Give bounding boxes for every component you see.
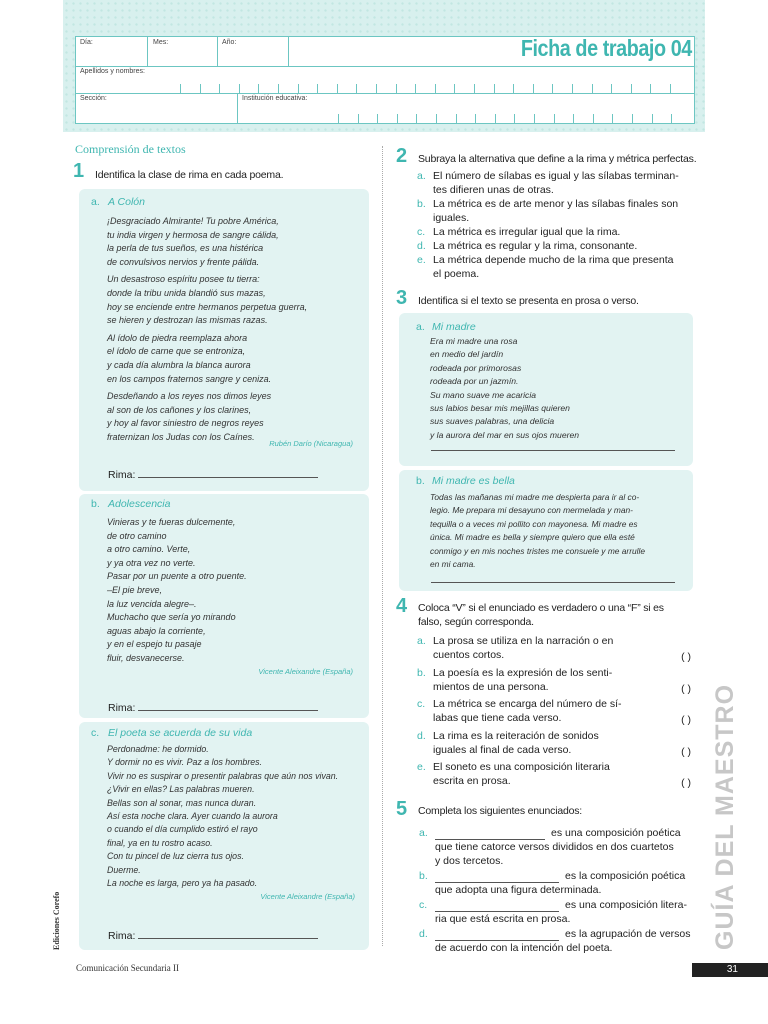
tf-line	[417, 729, 697, 743]
book-title: Comunicación Secundaria II	[76, 963, 179, 973]
poem-line: fluir, desvanecerse.	[107, 652, 185, 663]
rima-label: Rima:	[108, 702, 136, 714]
tf-answer-box[interactable]: ( )	[681, 714, 691, 726]
poem-line: Al ídolo de piedra reemplaza ahora	[107, 332, 248, 343]
letter-box-tick	[572, 84, 573, 93]
poem-line: el ídolo de carne que se entroniza,	[107, 346, 246, 357]
rima-line	[108, 465, 318, 481]
poem-panel-b	[79, 494, 369, 718]
brand-text: GUÍA DEL MAESTRO	[711, 683, 739, 950]
option-line	[417, 169, 697, 183]
poem-line: Duerme.	[107, 864, 141, 875]
text-panel-b	[399, 470, 693, 591]
publisher-mark	[50, 880, 64, 950]
poem-line: rodeada por un jazmín.	[430, 376, 519, 387]
question-number: 5	[396, 798, 408, 820]
poem-line: fraternizan los Judas con los Caínes.	[107, 431, 255, 442]
item-letter: a.	[416, 321, 425, 333]
letter-box-tick	[650, 84, 651, 93]
letter-box-tick	[514, 114, 515, 123]
fill-blank-field[interactable]	[435, 929, 559, 941]
prose-line: tequilla o a veces mi pollito con mayonesa. Mi madre es	[430, 518, 638, 529]
poem-author: Vicente Aleixandre (España)	[260, 892, 355, 901]
option-text-cont: iguales.	[433, 212, 470, 224]
question-prompt: Identifica si el texto se presenta en prosa o verso.	[418, 295, 639, 307]
poem-line: Perdonadme: he dormido.	[107, 744, 209, 754]
letter-box-tick	[631, 84, 632, 93]
item-letter: a.	[419, 827, 428, 839]
letter-box-tick	[611, 84, 612, 93]
item-letter: e.	[417, 761, 426, 773]
question-prompt: Subraya la alternativa que define a la rima y métrica perfectas.	[418, 153, 697, 165]
poem-lines	[107, 215, 307, 445]
poem-author: Rubén Darío (Nicaragua)	[269, 439, 353, 448]
option-text: El número de sílabas es igual y las sílabas terminan-	[433, 170, 679, 182]
letter-box-tick	[612, 114, 613, 123]
page-number-box	[692, 963, 768, 977]
poem-line: rodeada por primorosas	[430, 362, 522, 373]
tf-answer-box[interactable]: ( )	[681, 777, 691, 789]
publisher-text: Ediciones Corefo	[52, 891, 61, 950]
letter-box-tick	[200, 84, 201, 93]
q5-items	[419, 826, 699, 956]
poem-line: Pasar por un puente a otro puente.	[107, 571, 247, 582]
tf-line	[417, 666, 697, 680]
letter-box-tick	[670, 84, 671, 93]
option-item	[417, 239, 697, 253]
poem-line: al son de los cañones y los clarines,	[107, 404, 252, 415]
divider	[288, 37, 289, 66]
section-label: Sección:	[80, 95, 107, 102]
poem-line: Con tu pincel de luz cierra tus ojos.	[107, 851, 244, 862]
text-body	[430, 491, 645, 571]
prose-line: conmigo y en mis noches tristes me consuele y me arrulle	[430, 545, 646, 556]
item-text-cont: que tiene catorce versos divididos en dos cuartetos	[435, 841, 674, 853]
question-prompt-cont: falso, según corresponda.	[418, 616, 534, 628]
letter-box-tick	[552, 84, 553, 93]
option-text: La métrica es irregular igual que la rima.	[433, 226, 621, 238]
fill-item	[419, 826, 699, 868]
rima-line	[108, 926, 318, 942]
letter-box-tick	[377, 114, 378, 123]
letter-box-tick	[337, 84, 338, 93]
item-letter: d.	[419, 928, 428, 940]
answer-field[interactable]	[431, 581, 675, 583]
letter-box-tick	[436, 114, 437, 123]
letter-box-tick	[435, 84, 436, 93]
letter-box-tick	[671, 114, 672, 123]
item-text-cont: iguales al final de cada verso.	[433, 743, 572, 756]
poem-line: Era mi madre una rosa	[430, 336, 518, 346]
item-letter: a.	[417, 635, 426, 647]
tf-line	[417, 697, 697, 711]
item-text-cont: que adopta una figura determinada.	[435, 884, 602, 896]
letter-box-tick	[573, 114, 574, 123]
poem-line: y cada día alumbra la blanca aurora	[107, 359, 251, 370]
poem-line: sus suaves palabras, una delicia	[430, 416, 555, 427]
poem-line: Muchacho que sería yo mirando	[107, 612, 236, 623]
fill-item	[419, 927, 699, 955]
letter-box-tick	[454, 84, 455, 93]
rima-label: Rima:	[108, 930, 136, 942]
poem-line: de otro camino	[107, 530, 167, 541]
item-text-cont: cuentos cortos.	[433, 649, 505, 661]
letter-box-tick	[494, 84, 495, 93]
tf-answer-box[interactable]: ( )	[681, 651, 691, 663]
option-line	[417, 197, 697, 211]
fill-blank-field[interactable]	[435, 828, 545, 840]
worksheet-title: Ficha de trabajo 04	[520, 35, 692, 61]
tf-answer-box[interactable]: ( )	[681, 745, 691, 758]
poem-lines	[430, 335, 579, 442]
option-text-cont: el poema.	[433, 268, 480, 280]
poem-line: de convulsivos nervios y frente pálida.	[107, 256, 260, 267]
letter-box-tick	[533, 84, 534, 93]
q2-options	[417, 169, 697, 281]
poem-line: sus labios besar mis mejillas quieren	[430, 403, 570, 414]
poem-line: y ya otra vez no verte.	[107, 557, 196, 568]
item-letter: b.	[416, 475, 425, 487]
option-text: La métrica es de arte menor y las sílabas finales son	[433, 198, 679, 210]
item-text-cont: ria que está escrita en prosa.	[435, 913, 571, 925]
section-title: Comprensión de textos	[75, 142, 186, 156]
item-text-cont: y dos tercetos.	[435, 855, 504, 867]
tf-item	[417, 729, 697, 757]
letter-box-tick	[513, 84, 514, 93]
letter-box-tick	[397, 114, 398, 123]
guide-brand	[703, 683, 747, 950]
option-letter: a.	[417, 170, 426, 182]
item-letter: c.	[419, 899, 428, 911]
column-divider	[382, 146, 383, 946]
option-letter: e.	[417, 254, 426, 266]
poem-line: o cuando el día cumplido estiró el rayo	[107, 824, 258, 835]
option-letter: c.	[417, 226, 426, 238]
letter-box-tick	[298, 84, 299, 93]
poem-title: Adolescencia	[108, 498, 171, 510]
poem-line: La noche es larga, pero ya ha pasado.	[107, 878, 258, 889]
letter-box-tick	[356, 84, 357, 93]
letter-box-tick	[239, 84, 240, 93]
letter-box-tick	[396, 84, 397, 93]
poem-text	[107, 516, 247, 666]
question-number: 3	[396, 287, 408, 309]
item-text: es una composición litera-	[565, 899, 687, 911]
year-label: Año:	[222, 39, 237, 46]
option-line	[417, 225, 697, 239]
poem-line: Y dormir no es vivir. Paz a los hombres.	[107, 757, 262, 768]
poem-line: en los campos fraternos sangre y ceniza.	[107, 373, 272, 384]
question-number: 1	[73, 160, 85, 182]
page-number: 31	[726, 964, 738, 975]
letter-box-tick	[495, 114, 496, 123]
option-line	[417, 239, 697, 253]
text-body	[430, 335, 579, 442]
option-letter: b.	[417, 198, 426, 210]
item-letter: b.	[91, 498, 100, 510]
letter-box-tick	[219, 84, 220, 93]
item-text: La rima es la reiteración de sonidos	[433, 729, 599, 742]
letter-box-tick	[534, 114, 535, 123]
item-text-cont: mientos de una persona.	[433, 680, 549, 693]
item-text: es la agrupación de versos	[565, 928, 691, 940]
poem-line: la luz vencida alegre–.	[107, 598, 197, 609]
name-label: Apellidos y nombres:	[80, 68, 145, 75]
item-text: La poesía es la expresión de los senti-	[433, 666, 613, 679]
item-letter: a.	[91, 196, 100, 208]
rima-answer-field[interactable]	[138, 698, 318, 711]
item-text-cont: labas que tiene cada verso.	[433, 712, 562, 724]
letter-box-tick	[632, 114, 633, 123]
poem-text	[107, 215, 307, 445]
poem-line: la perla de tus sueños, es una histérica	[107, 243, 264, 254]
poem-panel-c	[79, 722, 369, 950]
letter-box-tick	[317, 84, 318, 93]
letter-box-tick	[258, 84, 259, 93]
poem-line: Vivir no es suspirar o presentir palabras que aún nos vivan.	[107, 770, 339, 781]
poem-line: Su mano suave me acaricia	[430, 389, 537, 400]
rima-label: Rima:	[108, 469, 136, 481]
poem-line: Vinieras y te fueras dulcemente,	[107, 517, 236, 527]
option-item	[417, 253, 697, 281]
tf-item	[417, 760, 697, 788]
poem-text	[107, 743, 338, 890]
prose-line: en mi cama.	[430, 559, 476, 570]
fill-item	[419, 869, 699, 897]
option-item	[417, 197, 697, 225]
item-letter: c.	[417, 698, 426, 710]
poem-line: Desdeñando a los reyes nos dimos leyes	[107, 391, 272, 402]
rima-line	[108, 698, 318, 714]
tf-item	[417, 634, 697, 662]
item-letter: d.	[417, 729, 426, 742]
poem-line: aguas abajo la corriente,	[107, 625, 206, 636]
poem-lines	[107, 743, 338, 890]
poem-line: donde la tribu unida blandió sus mazas,	[107, 287, 266, 298]
poem-line: y en el espejo tu pasaje	[107, 639, 202, 650]
letter-box-tick	[376, 84, 377, 93]
divider	[237, 93, 238, 123]
poem-title: A Colón	[108, 196, 145, 208]
poem-line: ¿Vivir en ellas? Las palabras mueren.	[107, 784, 255, 795]
prose-line: legio. Me prepara mi desayuno con mermelada y man-	[430, 505, 633, 516]
letter-box-tick	[358, 114, 359, 123]
poem-line: y hoy al favor siniestro de negros reyes	[107, 418, 264, 429]
divider	[217, 37, 218, 66]
fill-line	[419, 869, 699, 883]
poem-line: a otro camino. Verte,	[107, 544, 191, 555]
q4-items	[417, 634, 697, 792]
item-text: es una composición poética	[551, 827, 681, 839]
item-text: La prosa se utiliza en la narración o en	[433, 635, 614, 647]
poem-line: hoy se enciende entre hermanos perpetua guerra,	[107, 301, 308, 312]
option-item	[417, 169, 697, 197]
poem-line: Un desastroso espíritu posee tu tierra:	[107, 274, 260, 285]
fill-line	[419, 898, 699, 912]
poem-line: Así esta noche clara. Ayer cuando la aurora	[107, 811, 278, 822]
poem-line: en medio del jardín	[430, 349, 504, 360]
item-letter: c.	[91, 727, 100, 739]
poem-author: Vicente Aleixandre (España)	[258, 667, 353, 676]
tf-line	[417, 634, 697, 648]
poem-line: y la aurora del mar en sus ojos mueren	[430, 429, 580, 440]
poem-line: –El pie breve,	[107, 584, 163, 595]
prose-line: Todas las mañanas mi madre me despierta para ir al co-	[430, 492, 640, 502]
text-panel-a	[399, 313, 693, 466]
month-label: Mes:	[153, 39, 169, 46]
letter-box-tick	[475, 114, 476, 123]
item-letter: b.	[417, 666, 426, 679]
letter-box-tick	[592, 84, 593, 93]
rima-answer-field[interactable]	[138, 926, 318, 939]
question-number: 4	[396, 595, 408, 617]
letter-box-tick	[415, 84, 416, 93]
option-line	[417, 253, 697, 267]
text-title: Mi madre	[432, 321, 476, 333]
fill-blank-field[interactable]	[435, 900, 559, 912]
letter-box-tick	[593, 114, 594, 123]
poem-panel-a	[79, 189, 369, 491]
fill-item	[419, 898, 699, 926]
question-prompt: Identifica la clase de rima en cada poema.	[95, 169, 284, 181]
question-prompt: Completa los siguientes enunciados:	[418, 805, 583, 817]
item-text: El soneto es una composición literaria	[433, 761, 610, 773]
letter-box-tick	[652, 114, 653, 123]
poem-line: final, ya en tu rostro acaso.	[107, 837, 213, 848]
option-letter: d.	[417, 240, 426, 252]
divider	[147, 37, 148, 66]
option-item	[417, 225, 697, 239]
answer-field[interactable]	[431, 449, 675, 451]
item-text: La métrica se encarga del número de sí-	[433, 698, 622, 710]
rima-answer-field[interactable]	[138, 465, 318, 478]
poem-line: tu india virgen y hermosa de sangre cálida,	[107, 229, 279, 240]
item-text-cont: escrita en prosa.	[433, 775, 511, 787]
poem-lines	[107, 516, 247, 666]
poem-title: El poeta se acuerda de su vida	[108, 727, 253, 739]
letter-box-tick	[554, 114, 555, 123]
letter-box-tick	[180, 84, 181, 93]
letter-box-tick	[474, 84, 475, 93]
poem-line: ¡Desgraciado Almirante! Tu pobre América,	[107, 216, 279, 226]
divider	[76, 66, 694, 67]
poem-line: Bellas son al sonar, mas nunca duran.	[107, 797, 257, 808]
prose-lines	[430, 491, 645, 571]
item-letter: b.	[419, 870, 428, 882]
option-text-cont: tes difieren unas de otras.	[433, 184, 554, 196]
poem-line: se hieren y destrozan las mismas razas.	[107, 315, 268, 326]
fill-blank-field[interactable]	[435, 871, 559, 883]
prose-line: única. Mi madre es bella y siempre quiero que ella esté	[430, 532, 635, 543]
question-number: 2	[396, 145, 408, 167]
letter-box-tick	[456, 114, 457, 123]
fill-line	[419, 927, 699, 941]
tf-item	[417, 666, 697, 694]
fill-line	[419, 826, 699, 840]
tf-item	[417, 697, 697, 725]
question-prompt: Coloca “V” si el enunciado es verdadero o una “F” si es	[418, 602, 664, 614]
institution-label: Institución educativa:	[242, 95, 308, 102]
option-text: La métrica depende mucho de la rima que presenta	[433, 254, 674, 266]
tf-answer-box[interactable]: ( )	[681, 682, 691, 695]
day-label: Día:	[80, 39, 93, 46]
option-text: La métrica es regular y la rima, consonante.	[433, 240, 638, 252]
letter-box-tick	[278, 84, 279, 93]
divider	[76, 93, 694, 94]
item-text-cont: de acuerdo con la intención del poeta.	[435, 942, 613, 954]
tf-line	[417, 760, 697, 774]
letter-box-tick	[416, 114, 417, 123]
item-text: es la composición poética	[565, 870, 686, 882]
text-title: Mi madre es bella	[432, 475, 515, 487]
letter-box-tick	[338, 114, 339, 123]
